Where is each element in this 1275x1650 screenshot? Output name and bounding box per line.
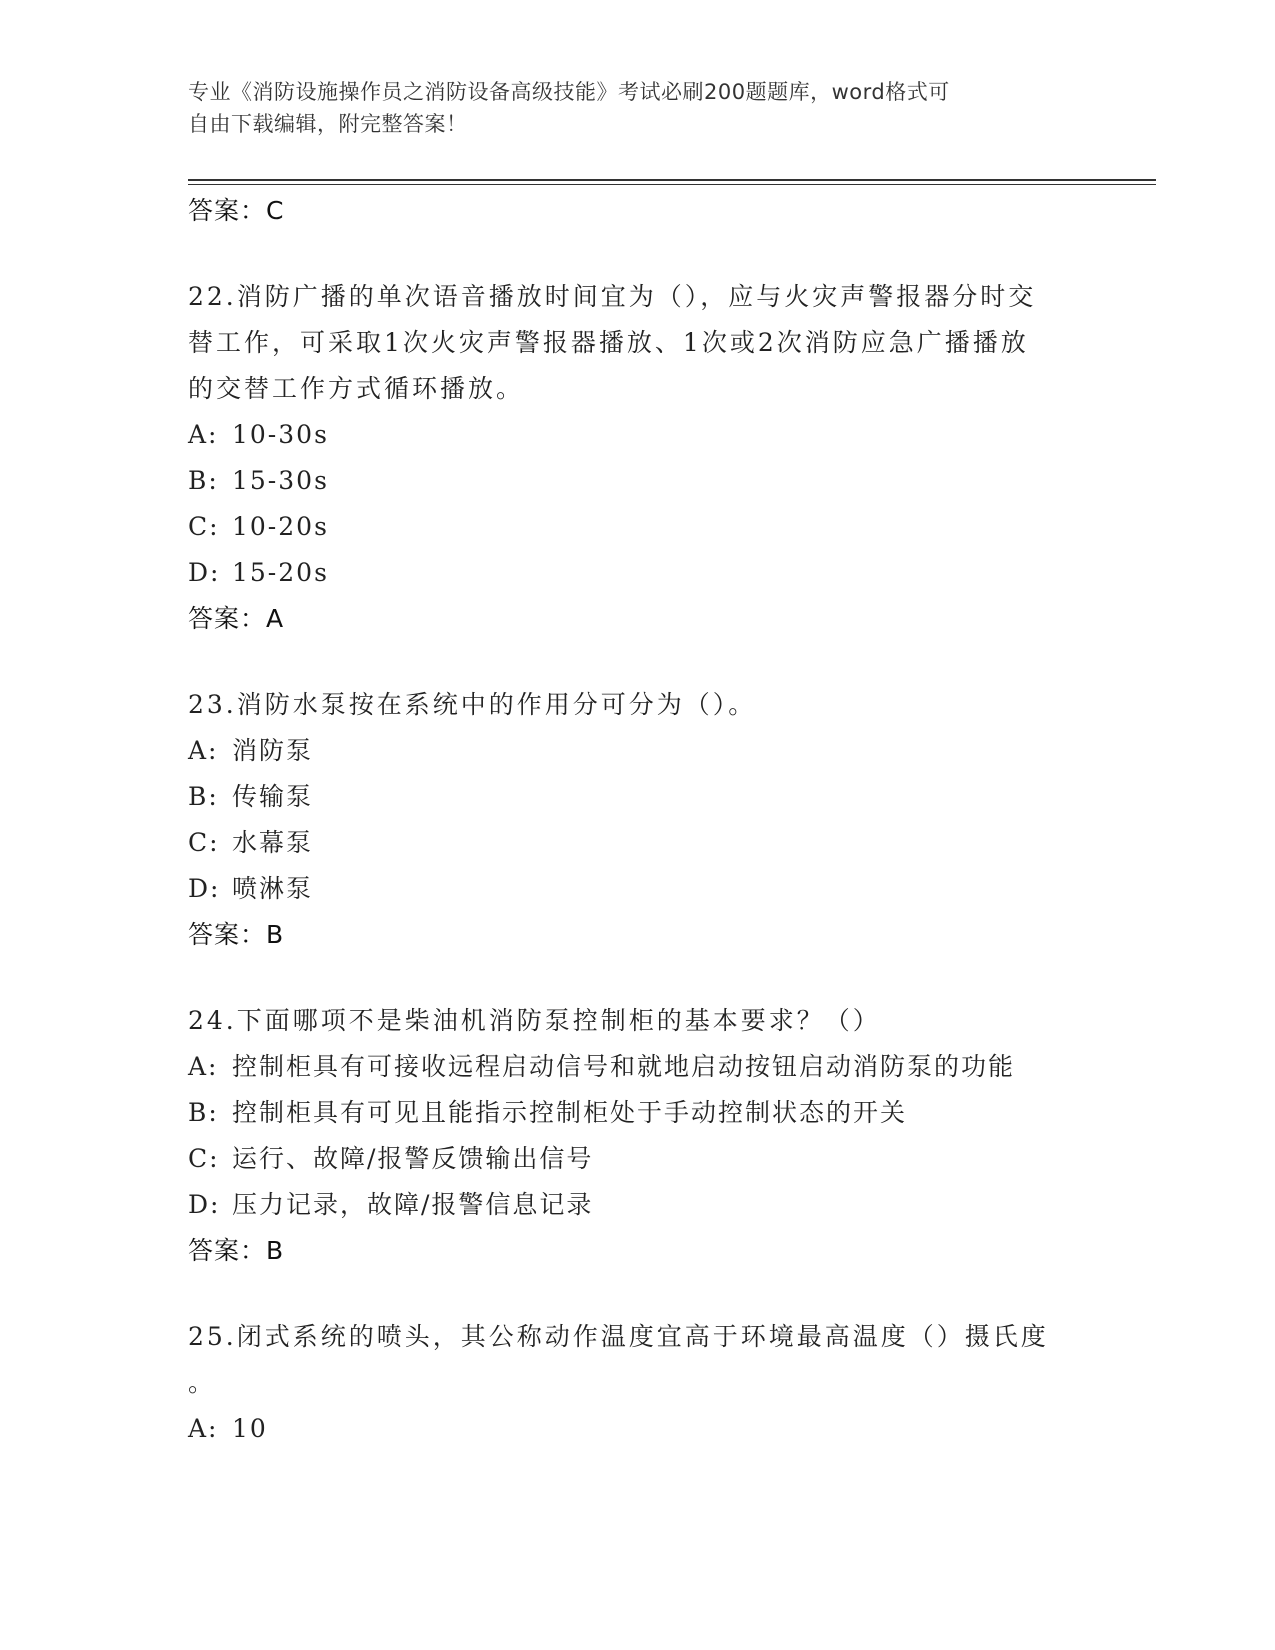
option-b (188, 458, 1088, 504)
header-line-2: 自由下载编辑，附完整答案！ (188, 112, 468, 136)
option-a (188, 728, 1088, 774)
option-c (188, 1136, 1088, 1182)
option-text: 10-30s (232, 420, 329, 449)
answer-line: 答案：A (188, 604, 285, 633)
question-24 (188, 998, 1088, 1274)
option-text: 喷淋泵 (232, 874, 314, 903)
option-letter: B: (188, 466, 219, 495)
option-letter: A: (188, 1052, 219, 1081)
option-letter: A: (188, 1414, 219, 1443)
option-letter: D: (188, 874, 221, 903)
option-letter: C: (188, 828, 220, 857)
option-text: 10 (232, 1414, 268, 1443)
question-text: 替工作，可采取1次火灾声警报器播放、1次或2次消防应急广播播放 (188, 328, 1029, 357)
option-a (188, 1406, 1088, 1452)
option-letter: C: (188, 1144, 220, 1173)
option-text: 10-20s (232, 512, 329, 541)
option-text: 15-30s (232, 466, 329, 495)
question-text: 24.下面哪项不是柴油机消防泵控制柜的基本要求？（） (188, 1006, 881, 1035)
question-23 (188, 682, 1088, 958)
question-text: 23.消防水泵按在系统中的作用分可分为（）。 (188, 690, 757, 719)
option-d (188, 1182, 1088, 1228)
previous-answer: 答案：C (188, 196, 285, 225)
document-header (188, 76, 1068, 140)
option-letter: D: (188, 1190, 221, 1219)
option-c (188, 504, 1088, 550)
question-25 (188, 1314, 1088, 1452)
option-text: 运行、故障/报警反馈输出信号 (232, 1144, 594, 1173)
option-text: 消防泵 (232, 736, 314, 765)
question-22 (188, 274, 1088, 642)
option-text: 15-20s (232, 558, 329, 587)
header-divider-thin (188, 184, 1156, 185)
option-b (188, 774, 1088, 820)
answer-line: 答案：B (188, 920, 285, 949)
option-letter: A: (188, 736, 219, 765)
option-text: 控制柜具有可接收远程启动信号和就地启动按钮启动消防泵的功能 (232, 1052, 1016, 1081)
option-text: 控制柜具有可见且能指示控制柜处于手动控制状态的开关 (232, 1098, 908, 1127)
option-c (188, 820, 1088, 866)
option-a (188, 1044, 1088, 1090)
header-divider-thick (188, 179, 1156, 181)
option-text: 压力记录，故障/报警信息记录 (232, 1190, 594, 1219)
question-list (188, 188, 1088, 1452)
option-letter: D: (188, 558, 221, 587)
option-letter: B: (188, 1098, 219, 1127)
option-letter: C: (188, 512, 220, 541)
question-text: 22.消防广播的单次语音播放时间宜为（），应与火灾声警报器分时交 (188, 282, 1037, 311)
option-letter: B: (188, 782, 219, 811)
answer-line: 答案：B (188, 1236, 285, 1265)
option-b (188, 1090, 1088, 1136)
option-letter: A: (188, 420, 219, 449)
option-text: 传输泵 (232, 782, 314, 811)
question-text: 。 (188, 1368, 217, 1397)
question-text: 25.闭式系统的喷头，其公称动作温度宜高于环境最高温度（）摄氏度 (188, 1322, 1049, 1351)
option-text: 水幕泵 (232, 828, 314, 857)
option-a (188, 412, 1088, 458)
header-line-1: 专业《消防设施操作员之消防设备高级技能》考试必刷200题题库，word格式可 (188, 80, 950, 104)
option-d (188, 866, 1088, 912)
question-text: 的交替工作方式循环播放。 (188, 374, 525, 403)
option-d (188, 550, 1088, 596)
